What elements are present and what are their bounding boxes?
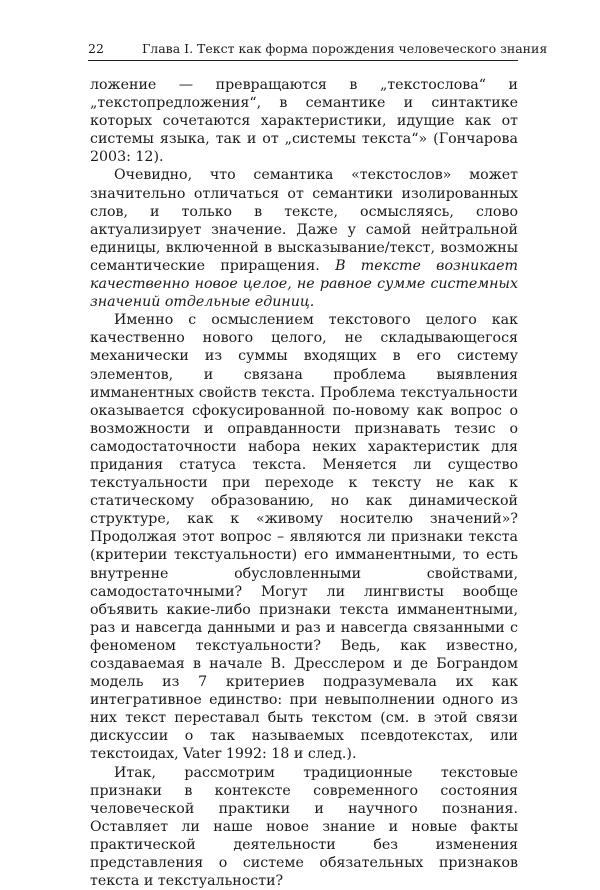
paragraph-1 bbox=[90, 76, 518, 166]
running-head bbox=[88, 40, 548, 58]
header-rule bbox=[88, 60, 518, 61]
paragraph-1-text: ложение — превращаются в „текстослова“ и „текстопредложения“, в семантике и синтактике которых сочетаются характеристики, идущие как от системы языка, так и от „системы текста“» (Гончарова 2003: 12). bbox=[90, 77, 518, 166]
paragraph-4-text: Итак, рассмотрим традиционные текстовые признаки в контексте современного состояния человеческой практики и научного познания. Оставляет ли наше новое знание и новые факты практической деятельности без изменения представления о системе обязательных признаков текста и текстуальности? bbox=[90, 764, 518, 890]
body-text bbox=[90, 76, 518, 890]
paragraph-4 bbox=[90, 764, 518, 890]
chapter-title: Глава I. Текст как форма порождения человеческого знания bbox=[142, 41, 548, 56]
page-number: 22 bbox=[88, 41, 104, 56]
paragraph-3 bbox=[90, 311, 518, 763]
paragraph-2 bbox=[90, 166, 518, 311]
paragraph-2-text: Очевидно, что семантика «текстослов» может значительно отличаться от семантики изолированных слов, и только в тексте, осмысляясь, слово актуализирует значение. Даже у самой нейтральной единицы, включенной в высказывание/текст, возможны семантические приращения. bbox=[90, 167, 518, 274]
paragraph-2-emphasis: В тексте возникает качественно новое целое, не равное сумме системных значений отдельные единиц. bbox=[90, 257, 518, 311]
paragraph-3-text: Именно с осмыслением текстового целого как качественно нового целого, не складывающегося механически из суммы входящих в его систему элементов, и связана проблема выявления имманентных свойств текста. Проблема текстуальности оказывается сфокусированной по-новому как вопрос о возможности и оправданности признавать тезис о самодостаточности набора неких характеристик для придания статуса текста. Меняется ли существо текстуальности при переходе к тексту не как к статическому образованию, но как динамической структуре, как к «живому носителю значений»? Продолжая этот вопрос – являются ли признаки текста (критерии текстуальности) его имманентными, то есть внутренне обусловленными свойствами, самодостаточными? Могут ли лингвисты вообще объявить какие-либо признаки текста имманентными, раз и навсегда данными и раз и навсегда связанными с феноменом текстуальности? Ведь, как известно, создаваемая в начале В. Дресслером и де Бограндом модель из 7 критериев подразумевала их как интегративное единство: при невыполнении одного из них текст переставал быть текстом (см. в этой связи дискуссии о так называемых псевдотекстах, или текстоидах, Vater 1992: 18 и след.). bbox=[90, 312, 518, 763]
